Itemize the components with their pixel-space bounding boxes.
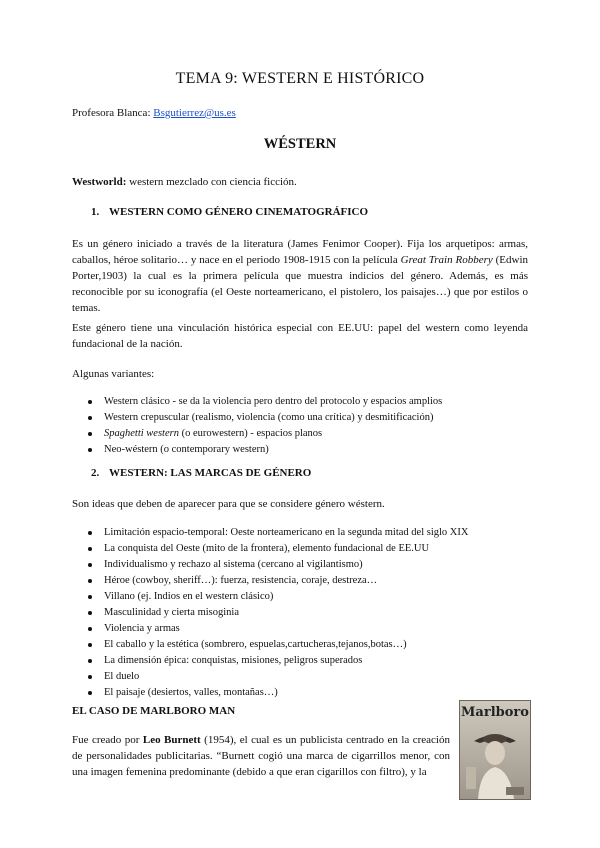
genre-mark-item <box>72 573 468 589</box>
section-heading-western: WÉSTERN <box>263 136 337 152</box>
genre-mark-text: La dimensión épica: conquistas, misiones, peligros superados <box>104 655 363 666</box>
person-name: Leo Burnett <box>142 734 201 746</box>
bullet-icon <box>88 675 92 679</box>
variant-italic-term: Spaghetti western <box>104 428 179 439</box>
marlboro-paragraph <box>72 732 450 780</box>
genre-mark-item <box>72 637 468 653</box>
marlboro-ad-image <box>459 700 531 800</box>
teacher-label: Profesora Blanca: <box>72 107 151 119</box>
section-2-heading <box>91 467 311 479</box>
section-1-paragraph-1 <box>72 236 528 316</box>
genre-mark-item <box>72 685 468 701</box>
genre-mark-text: El duelo <box>104 671 140 682</box>
section-1-number: 1. <box>91 206 100 218</box>
variants-intro: Algunas variantes: <box>72 368 155 380</box>
genre-mark-text: Héroe (cowboy, sheriff…): fuerza, resistencia, coraje, destreza… <box>104 575 378 586</box>
genre-mark-text: Limitación espacio-temporal: Oeste norteamericano en la segunda mitad del siglo XIX <box>104 527 469 538</box>
genre-mark-text: Violencia y armas <box>104 623 180 634</box>
variant-text <box>104 396 442 407</box>
variant-list-item <box>72 410 442 426</box>
bullet-icon <box>88 547 92 551</box>
variant-text <box>104 412 433 423</box>
bullet-icon <box>88 531 92 535</box>
genre-mark-text: Masculinidad y cierta misoginia <box>104 607 240 618</box>
section-1-paragraph-2: Este género tiene una vinculación histórica especial con EE.UU: papel del western como leyenda fundacional de la nación. <box>72 322 528 350</box>
variants-list <box>72 394 442 458</box>
genre-marks-list <box>72 525 468 701</box>
bullet-icon <box>88 595 92 599</box>
bullet-icon <box>88 627 92 631</box>
section-2-title: WESTERN: LAS MARCAS DE GÉNERO <box>109 467 312 479</box>
bullet-icon <box>88 432 92 436</box>
variant-label: Western clásico - se da la violencia pero dentro del protocolo y espacios amplios <box>104 396 443 407</box>
bullet-icon <box>88 691 92 695</box>
bullet-icon <box>88 563 92 567</box>
bullet-icon <box>88 643 92 647</box>
genre-mark-text: Individualismo y rechazo al sistema (cercano al vigilantismo) <box>104 559 363 570</box>
genre-mark-text: El paisaje (desiertos, valles, montañas…) <box>104 687 278 698</box>
page-title: TEMA 9: WESTERN E HISTÓRICO <box>175 70 425 87</box>
genre-mark-text: El caballo y la estética (sombrero, espuelas,cartucheras,tejanos,botas…) <box>104 639 407 650</box>
variant-text <box>104 428 322 439</box>
marlboro-logo: Marlboro <box>461 705 529 720</box>
westworld-line <box>72 176 297 188</box>
genre-mark-item <box>72 589 468 605</box>
genre-mark-item <box>72 621 468 637</box>
paragraph-text: (1954), el cual es un publicista centrado en la creación de personalidades publicitarias. “Burnett cogió una marca de cigarrillos menor, con una imagen femenina predominante (debido a que eran cigarillos con filtro), y la <box>72 734 450 778</box>
variant-list-item <box>72 394 442 410</box>
genre-mark-item <box>72 557 468 573</box>
film-title: Great Train Robbery <box>400 254 493 266</box>
bullet-icon <box>88 579 92 583</box>
genre-mark-item <box>72 669 468 685</box>
westworld-description: western mezclado con ciencia ficción. <box>126 176 297 188</box>
bullet-icon <box>88 659 92 663</box>
bullet-icon <box>88 400 92 404</box>
genre-mark-item <box>72 541 468 557</box>
paragraph-text: Es un género iniciado a través de la literatura (James Fenimor Cooper). Fija los arquetipos: armas, caballos, héroe solitario… y nace en el periodo 1908-1915 con la película <box>72 238 528 266</box>
variant-list-item <box>72 442 442 458</box>
teacher-line <box>72 107 236 119</box>
genre-mark-item <box>72 605 468 621</box>
variant-label: Neo-wéstern (o contemporary western) <box>104 444 269 455</box>
variant-list-item <box>72 426 442 442</box>
section-2-intro: Son ideas que deben de aparecer para que se considere género wéstern. <box>72 498 385 510</box>
paragraph-text: Fue creado por <box>72 734 143 746</box>
section-2-number: 2. <box>91 467 100 479</box>
genre-mark-item <box>72 653 468 669</box>
variant-label: (o eurowestern) - espacios planos <box>178 428 323 439</box>
cowboy-illustration <box>460 701 530 799</box>
paragraph-text: (Edwin Porter,1903) la cual es la primera película que muestra indicios del género. Además, es más reconocible por su iconografía (el Oeste norteamericano, el pistolero, los paisajes…) que por estilos o temas. <box>72 254 529 314</box>
westworld-term: Westworld: <box>72 176 127 188</box>
genre-mark-text: La conquista del Oeste (mito de la frontera), elemento fundacional de EE.UU <box>104 543 430 554</box>
section-1-title: WESTERN COMO GÉNERO CINEMATOGRÁFICO <box>109 206 369 218</box>
variant-label: Western crepuscular (realismo, violencia (como una crítica) y desmitificación) <box>104 412 434 423</box>
teacher-email-link[interactable]: Bsgutierrez@us.es <box>153 107 236 119</box>
variant-text <box>104 444 269 455</box>
section-1-heading <box>91 206 368 218</box>
genre-mark-item <box>72 525 468 541</box>
bullet-icon <box>88 611 92 615</box>
bullet-icon <box>88 416 92 420</box>
bullet-icon <box>88 448 92 452</box>
marlboro-heading: EL CASO DE MARLBORO MAN <box>72 705 236 717</box>
genre-mark-text: Villano (ej. Indios en el western clásico) <box>104 591 274 602</box>
